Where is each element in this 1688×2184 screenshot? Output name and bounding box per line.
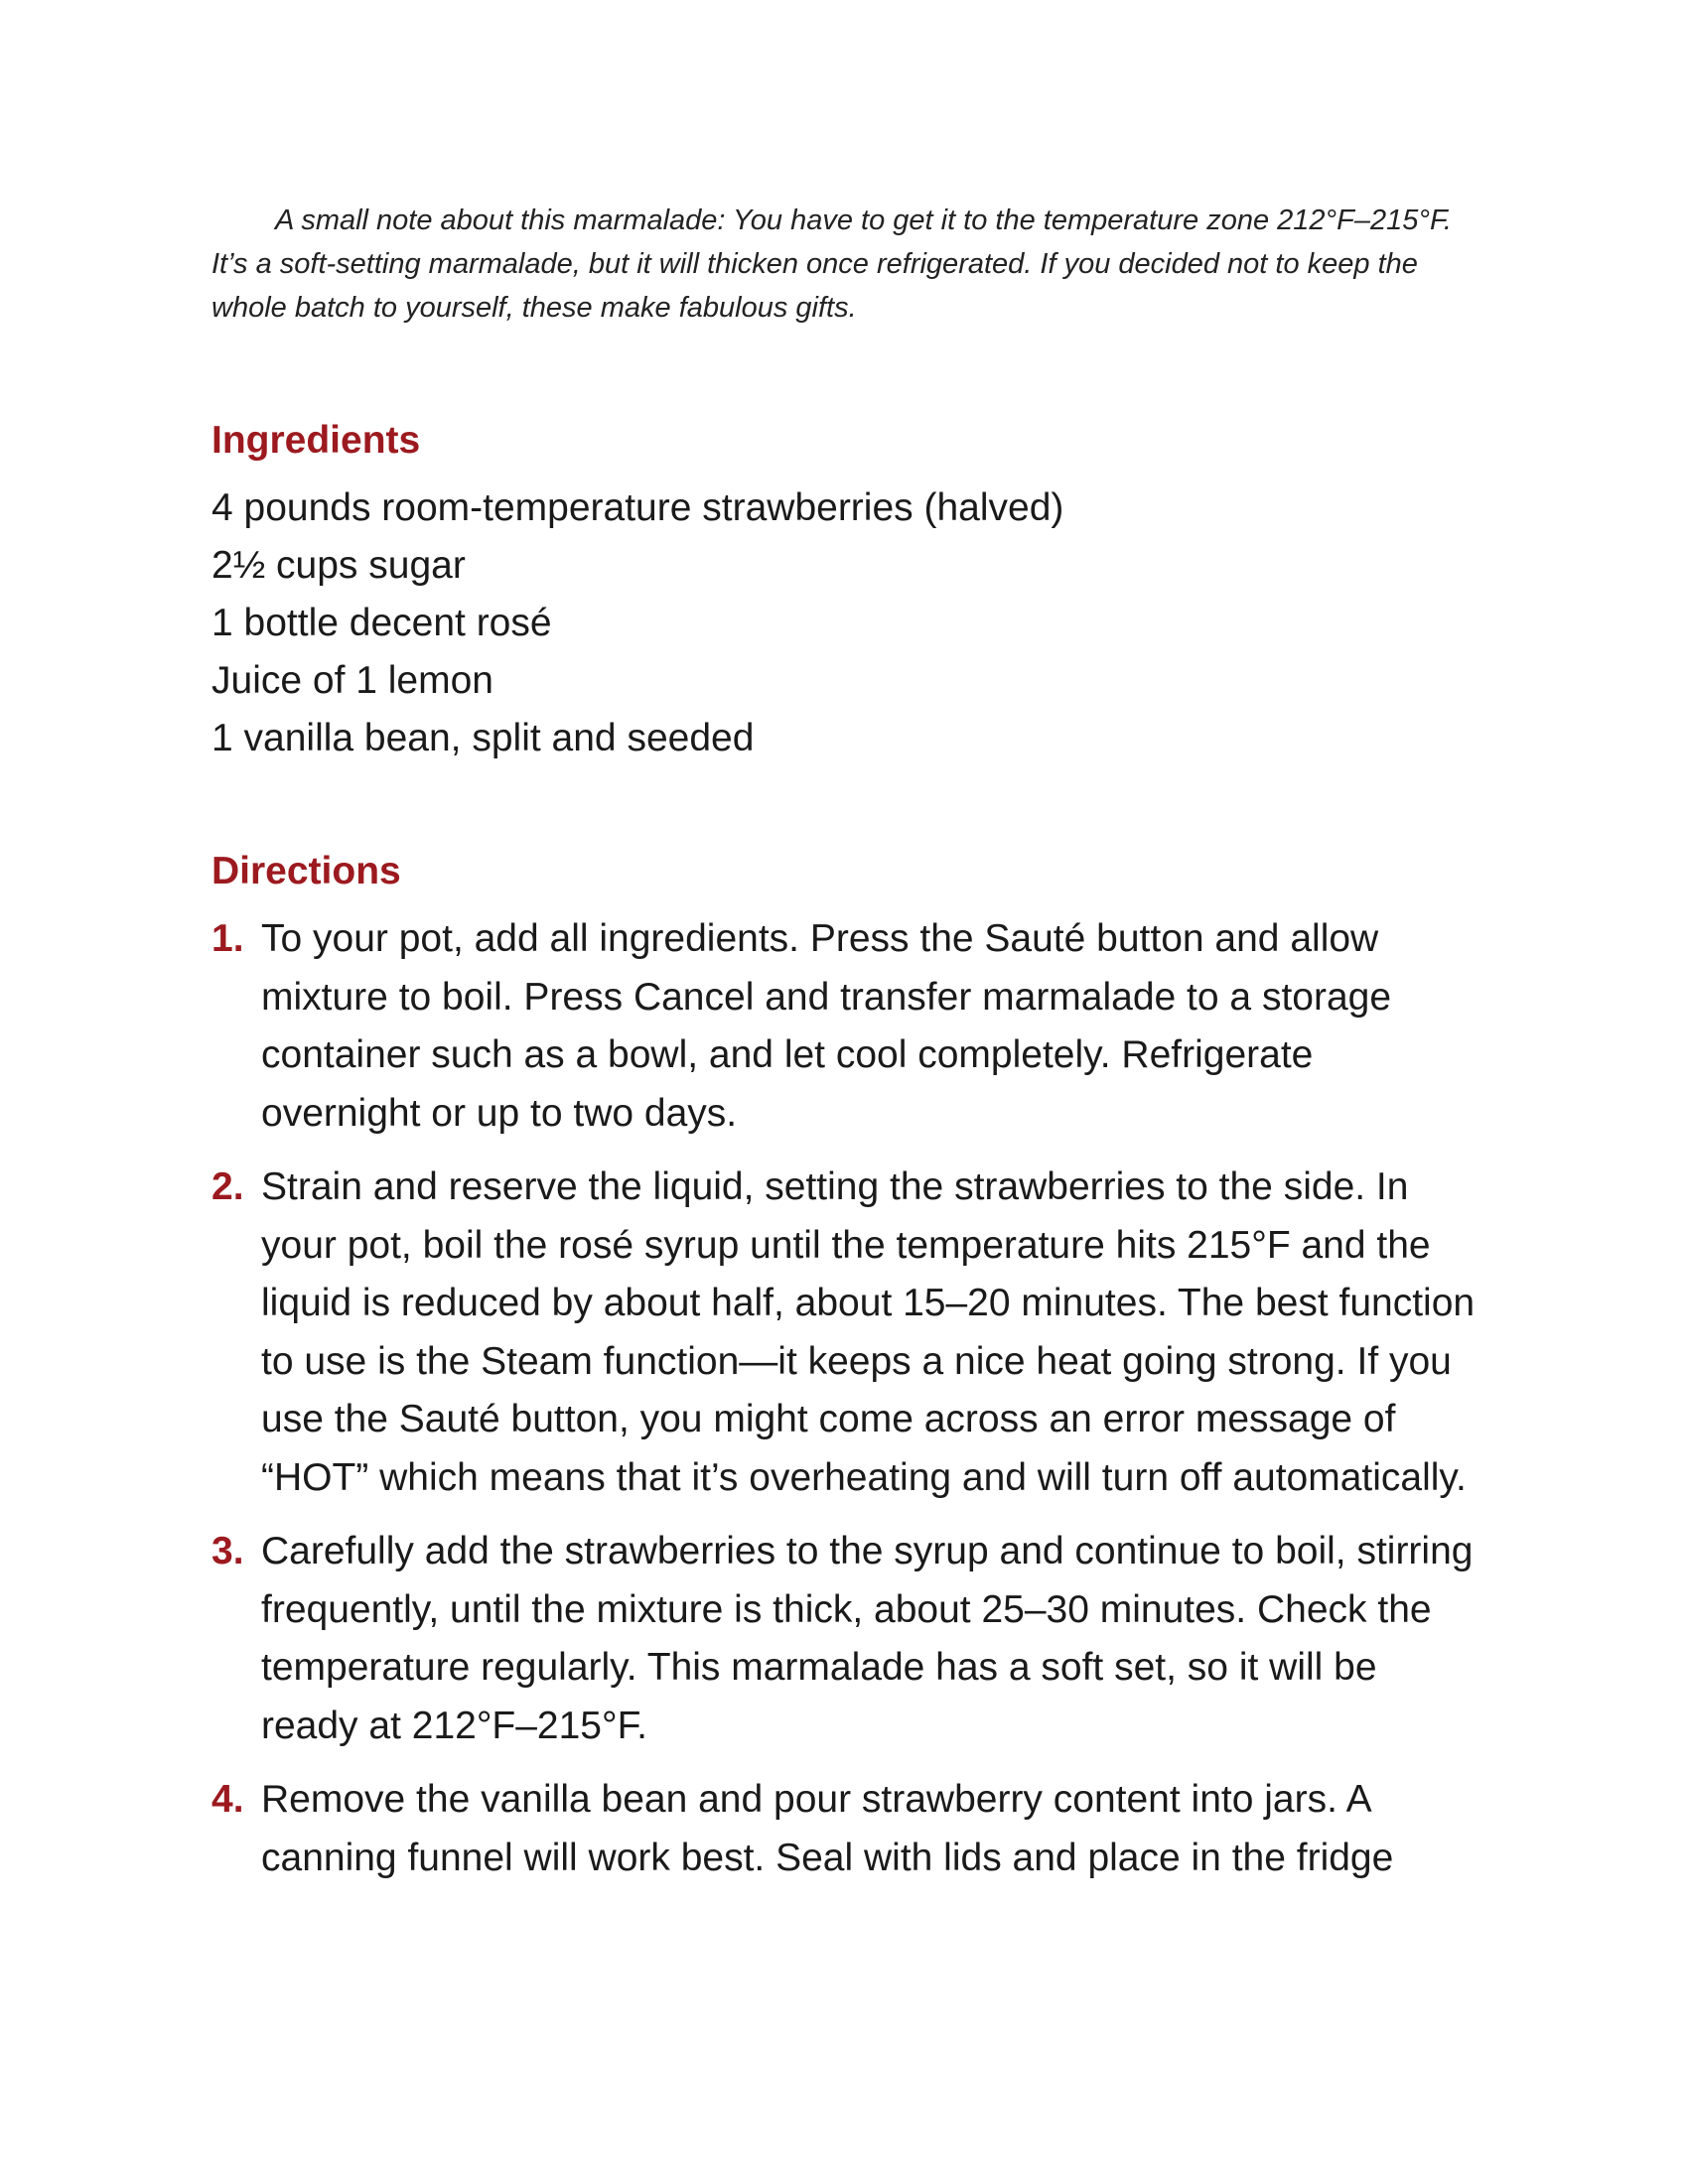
step-text: Strain and reserve the liquid, setting the strawberries to the side. In your pot, boil the rosé syrup until the temperature hits 215°F and the liquid is reduced by about half, about 15–20 minutes. The best function to use is the Steam function—it keeps a nice heat going strong. If you use the Sauté button, you might come across an error message of “HOT” which means that it’s overheating and will turn off automatically.: [261, 1165, 1476, 1499]
directions-heading: Directions: [211, 850, 401, 892]
step-number: 2.: [211, 1165, 244, 1208]
ingredient-item: 4 pounds room-temperature strawberries (halved): [211, 486, 1064, 529]
direction-step: [211, 1159, 1477, 1507]
ingredients-heading: Ingredients: [211, 419, 421, 462]
ingredient-item: 1 vanilla bean, split and seeded: [211, 717, 755, 759]
intro-note: A small note about this marmalade: You have to get it to the temperature zone 212°F–215°F. It’s a soft-setting marmalade, but it will thicken once refrigerated. If you decided not to keep the whole batch to yourself, these make fabulous gifts.: [211, 205, 1452, 324]
step-number: 4.: [211, 1778, 244, 1821]
recipe-page: [211, 199, 1477, 1903]
direction-step: [211, 910, 1477, 1143]
step-text: To your pot, add all ingredients. Press the Sauté button and allow mixture to boil. Press Cancel and transfer marmalade to a storage container such as a bowl, and let cool completely. Refrigerate overnight or up to two days.: [261, 917, 1392, 1135]
step-text: Remove the vanilla bean and pour strawberry content into jars. A canning funnel will work best. Seal with lids and place in the fridge: [261, 1778, 1394, 1879]
step-number: 3.: [211, 1530, 244, 1572]
direction-step: [211, 1523, 1477, 1755]
direction-step: [211, 1771, 1477, 1887]
ingredient-item: Juice of 1 lemon: [211, 659, 493, 702]
directions-list: [211, 910, 1477, 1887]
step-number: 1.: [211, 917, 244, 960]
ingredient-item: 1 bottle decent rosé: [211, 602, 552, 644]
ingredients-list: [211, 479, 1477, 767]
step-text: Carefully add the strawberries to the syrup and continue to boil, stirring frequently, until the mixture is thick, about 25–30 minutes. Check the temperature regularly. This marmalade has a soft set, so it will be ready at 212°F–215°F.: [261, 1530, 1474, 1747]
ingredient-item: 2½ cups sugar: [211, 544, 466, 587]
